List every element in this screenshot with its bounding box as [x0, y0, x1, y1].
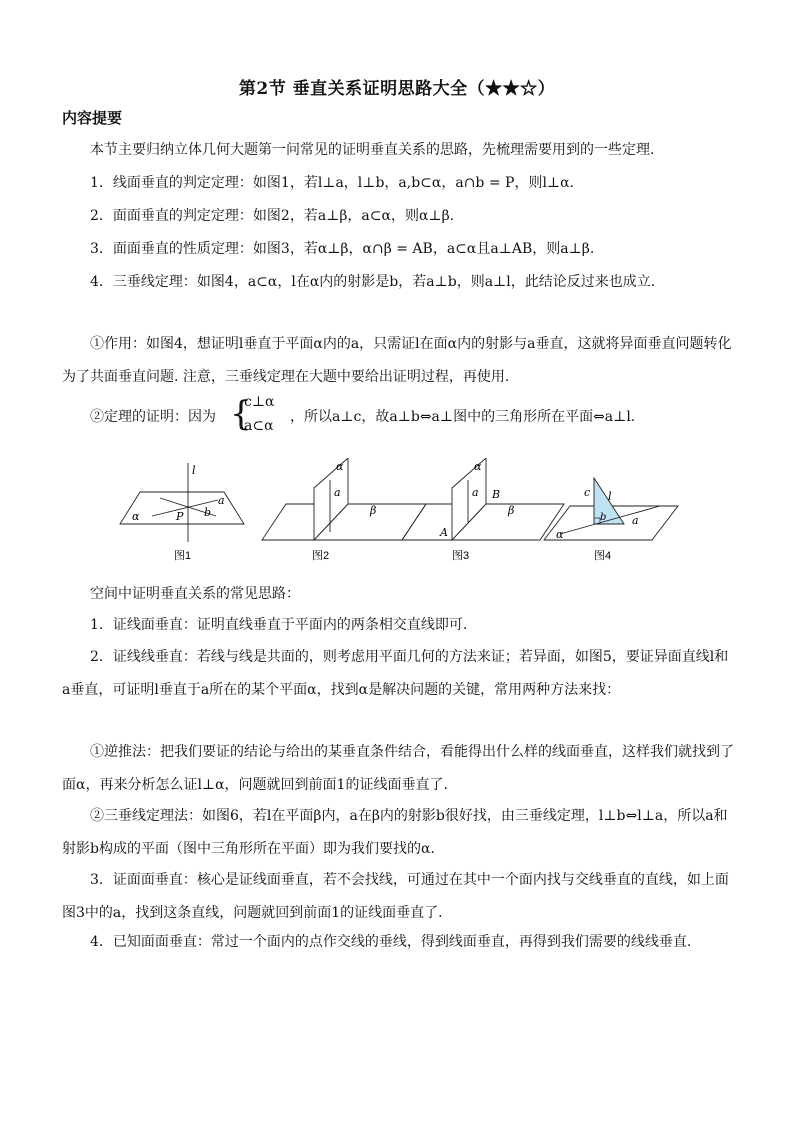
page-title: 第2节 垂直关系证明思路大全（★★☆）: [238, 79, 556, 99]
fig2-label-alpha: α: [336, 460, 344, 473]
brace: {: [230, 394, 252, 434]
fig1-label-alpha: α: [132, 510, 140, 523]
fig3-label-a-point: A: [440, 526, 448, 539]
figure-row: [112, 458, 682, 570]
proof-suffix: ，所以a⊥c，故a⊥b⇔a⊥图中的三角形所在平面⇔a⊥l.: [290, 409, 636, 425]
idea-2-method-1: ①逆推法：把我们要证的结论与给出的某垂直条件结合，看能得出什么样的线面垂直，这样我们就找到了面α，再来分析怎么证l⊥α，问题就回到前面1的证线面垂直了.: [62, 744, 734, 793]
figure-2: [262, 458, 426, 562]
proof-cond-1: c⊥α: [244, 394, 275, 410]
idea-4: 4．已知面面垂直：常过一个面内的点作交线的垂线，得到线面垂直，再得到我们需要的线线垂直.: [90, 934, 692, 950]
idea-3: 3．证面面垂直：核心是证线面垂直，若不会找线，可通过在其中一个面内找与交线垂直的直线，如上面图3中的a，找到这条直线，问题就回到前面1的证线面垂直了.: [62, 872, 729, 921]
fig3-label-b: B: [492, 488, 501, 501]
theorem-2: 2．面面垂直的判定定理：如图2，若a⊥β，a⊂α，则α⊥β.: [90, 208, 455, 224]
fig2-label-a: a: [334, 486, 341, 499]
fig4-label-l: l: [608, 490, 612, 503]
fig1-label-p: P: [176, 510, 184, 523]
fig4-label-b: b: [600, 512, 607, 523]
fig3-label-alpha: α: [474, 460, 482, 473]
fig2-caption: 图2: [312, 550, 330, 562]
figure-4: [544, 478, 678, 562]
theorem-1: 1．线面垂直的判定定理：如图1，若l⊥a，l⊥b，a,b⊂α，a∩b = P，则l⊥α.: [90, 175, 574, 191]
fig1-label-b: b: [204, 506, 212, 519]
fig3-label-beta: β: [508, 504, 515, 517]
fig1-label-l: l: [192, 464, 196, 477]
idea-2-method-2: ②三垂线定理法：如图6，若l在平面β内，a在β内的射影b很好找，由三垂线定理，l⊥b⇔l⊥a，所以a和射影b构成的平面（图中三角形所在平面）即为我们要找的α.: [62, 808, 728, 857]
fig4-label-c: c: [584, 486, 591, 499]
fig4-caption: 图4: [594, 550, 612, 562]
proof-line: [62, 392, 734, 440]
proof-cond-2: a⊂α: [244, 418, 274, 434]
ideas-heading: 空间中证明垂直关系的常见思路：: [90, 586, 300, 602]
use-note: ①作用：如图4，想证明l垂直于平面α内的a，只需证l在面α内的射影与a垂直，这就将异面垂直问题转化为了共面垂直问题. 注意，三垂线定理在大题中要给出证明过程，再使用.: [62, 336, 732, 385]
figure-3: [402, 458, 564, 562]
fig3-label-a: a: [472, 486, 479, 499]
theorem-3: 3．面面垂直的性质定理：如图3，若α⊥β，α∩β = AB，a⊂α且a⊥AB，则a⊥β.: [90, 241, 595, 257]
fig4-label-alpha: α: [556, 528, 564, 541]
fig3-caption: 图3: [452, 550, 470, 562]
fig1-caption: 图1: [174, 550, 192, 562]
fig4-label-a: a: [632, 514, 639, 527]
idea-2: 2．证线线垂直：若线与线是共面的，则考虑用平面几何的方法来证；若异面，如图5，要证异面直线l和a垂直，可证明l垂直于a所在的某个平面α，找到α是解决问题的关键，常用两种方法来找：: [62, 649, 729, 698]
fig1-label-a: a: [218, 494, 225, 507]
theorem-4: 4．三垂线定理：如图4，a⊂α，l在α内的射影是b，若a⊥b，则a⊥l，此结论反过来也成立.: [90, 274, 656, 290]
figure-1: [120, 463, 244, 562]
fig2-label-beta: β: [370, 504, 377, 517]
proof-prefix: ②定理的证明：因为: [90, 409, 216, 425]
section-heading: 内容提要: [62, 109, 123, 127]
intro-paragraph: 本节主要归纳立体几何大题第一问常见的证明垂直关系的思路，先梳理需要用到的一些定理.: [90, 142, 655, 158]
idea-1: 1．证线面垂直：证明直线垂直于平面内的两条相交直线即可.: [90, 617, 468, 633]
